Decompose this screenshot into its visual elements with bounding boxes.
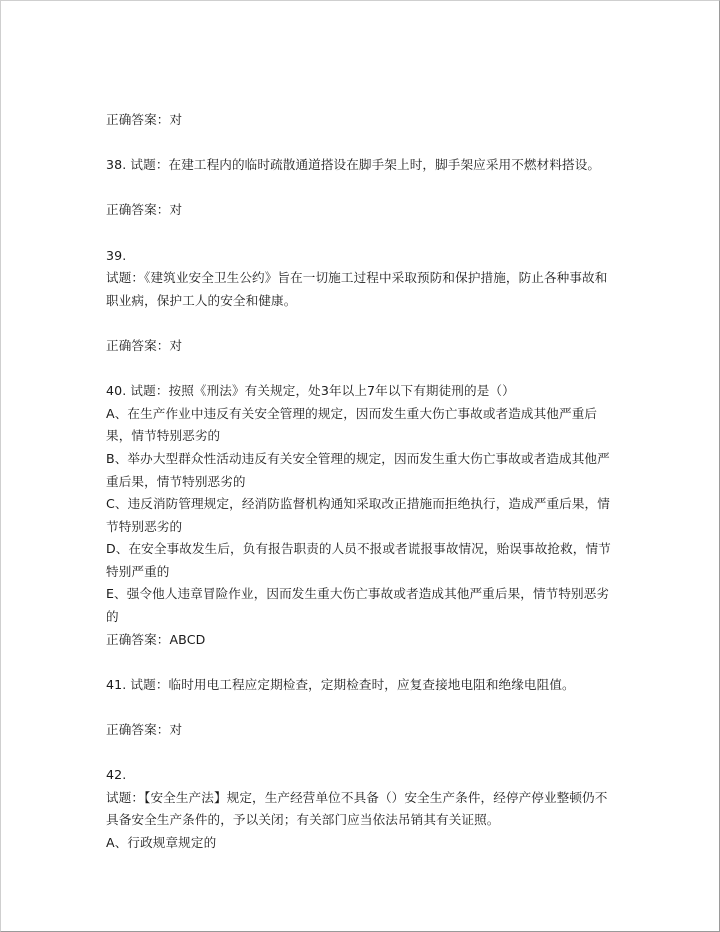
question-38: 38. 试题：在建工程内的临时疏散通道搭设在脚手架上时，脚手架应采用不燃材料搭设。 — [106, 157, 601, 173]
answer-line: 正确答案：对 — [106, 202, 183, 218]
option-a: A、在生产作业中违反有关安全管理的规定，因而发生重大伤亡事故或者造成其他严重后果，情节特别恶劣的 — [106, 405, 598, 444]
question-41: 41. 试题：临时用电工程应定期检查，定期检查时，应复查接地电阻和绝缘电阻值。 — [106, 676, 575, 692]
option-b: B、举办大型群众性活动违反有关安全管理的规定，因而发生重大伤亡事故或者造成其他严重后果，情节特别恶劣的 — [106, 450, 610, 489]
document-content — [106, 1, 616, 855]
question-39-text: 试题：《建筑业安全卫生公约》旨在一切施工过程中采取预防和保护措施，防止各种事故和职业病，保护工人的安全和健康。 — [106, 270, 608, 308]
answer-line: 正确答案：ABCD — [106, 631, 206, 647]
question-40-stem: 40. 试题：按照《刑法》有关规定，处3年以上7年以下有期徒刑的是（） — [106, 383, 515, 399]
option-e: E、强令他人违章冒险作业，因而发生重大伤亡事故或者造成其他严重后果，情节特别恶劣的 — [106, 586, 610, 625]
option-c: C、违反消防管理规定，经消防监督机构通知采取改正措施而拒绝执行，造成严重后果，情节特别恶劣的 — [106, 496, 610, 534]
question-39-number: 39. — [106, 247, 127, 263]
answer-line: 正确答案：对 — [106, 337, 183, 353]
option-d: D、在安全事故发生后，负有报告职责的人员不报或者谎报事故情况，贻误事故抢救，情节特别严重的 — [106, 541, 611, 579]
option-a: A、行政规章规定的 — [106, 835, 217, 850]
answer-line: 正确答案：对 — [106, 112, 183, 127]
question-42-number: 42. — [106, 767, 127, 783]
question-42-text: 试题：【安全生产法】规定，生产经营单位不具备（）安全生产条件，经停产停业整顿仍不具备安全生产条件的，予以关闭；有关部门应当依法吊销其有关证照。 — [106, 789, 608, 828]
answer-line: 正确答案：对 — [106, 722, 183, 738]
